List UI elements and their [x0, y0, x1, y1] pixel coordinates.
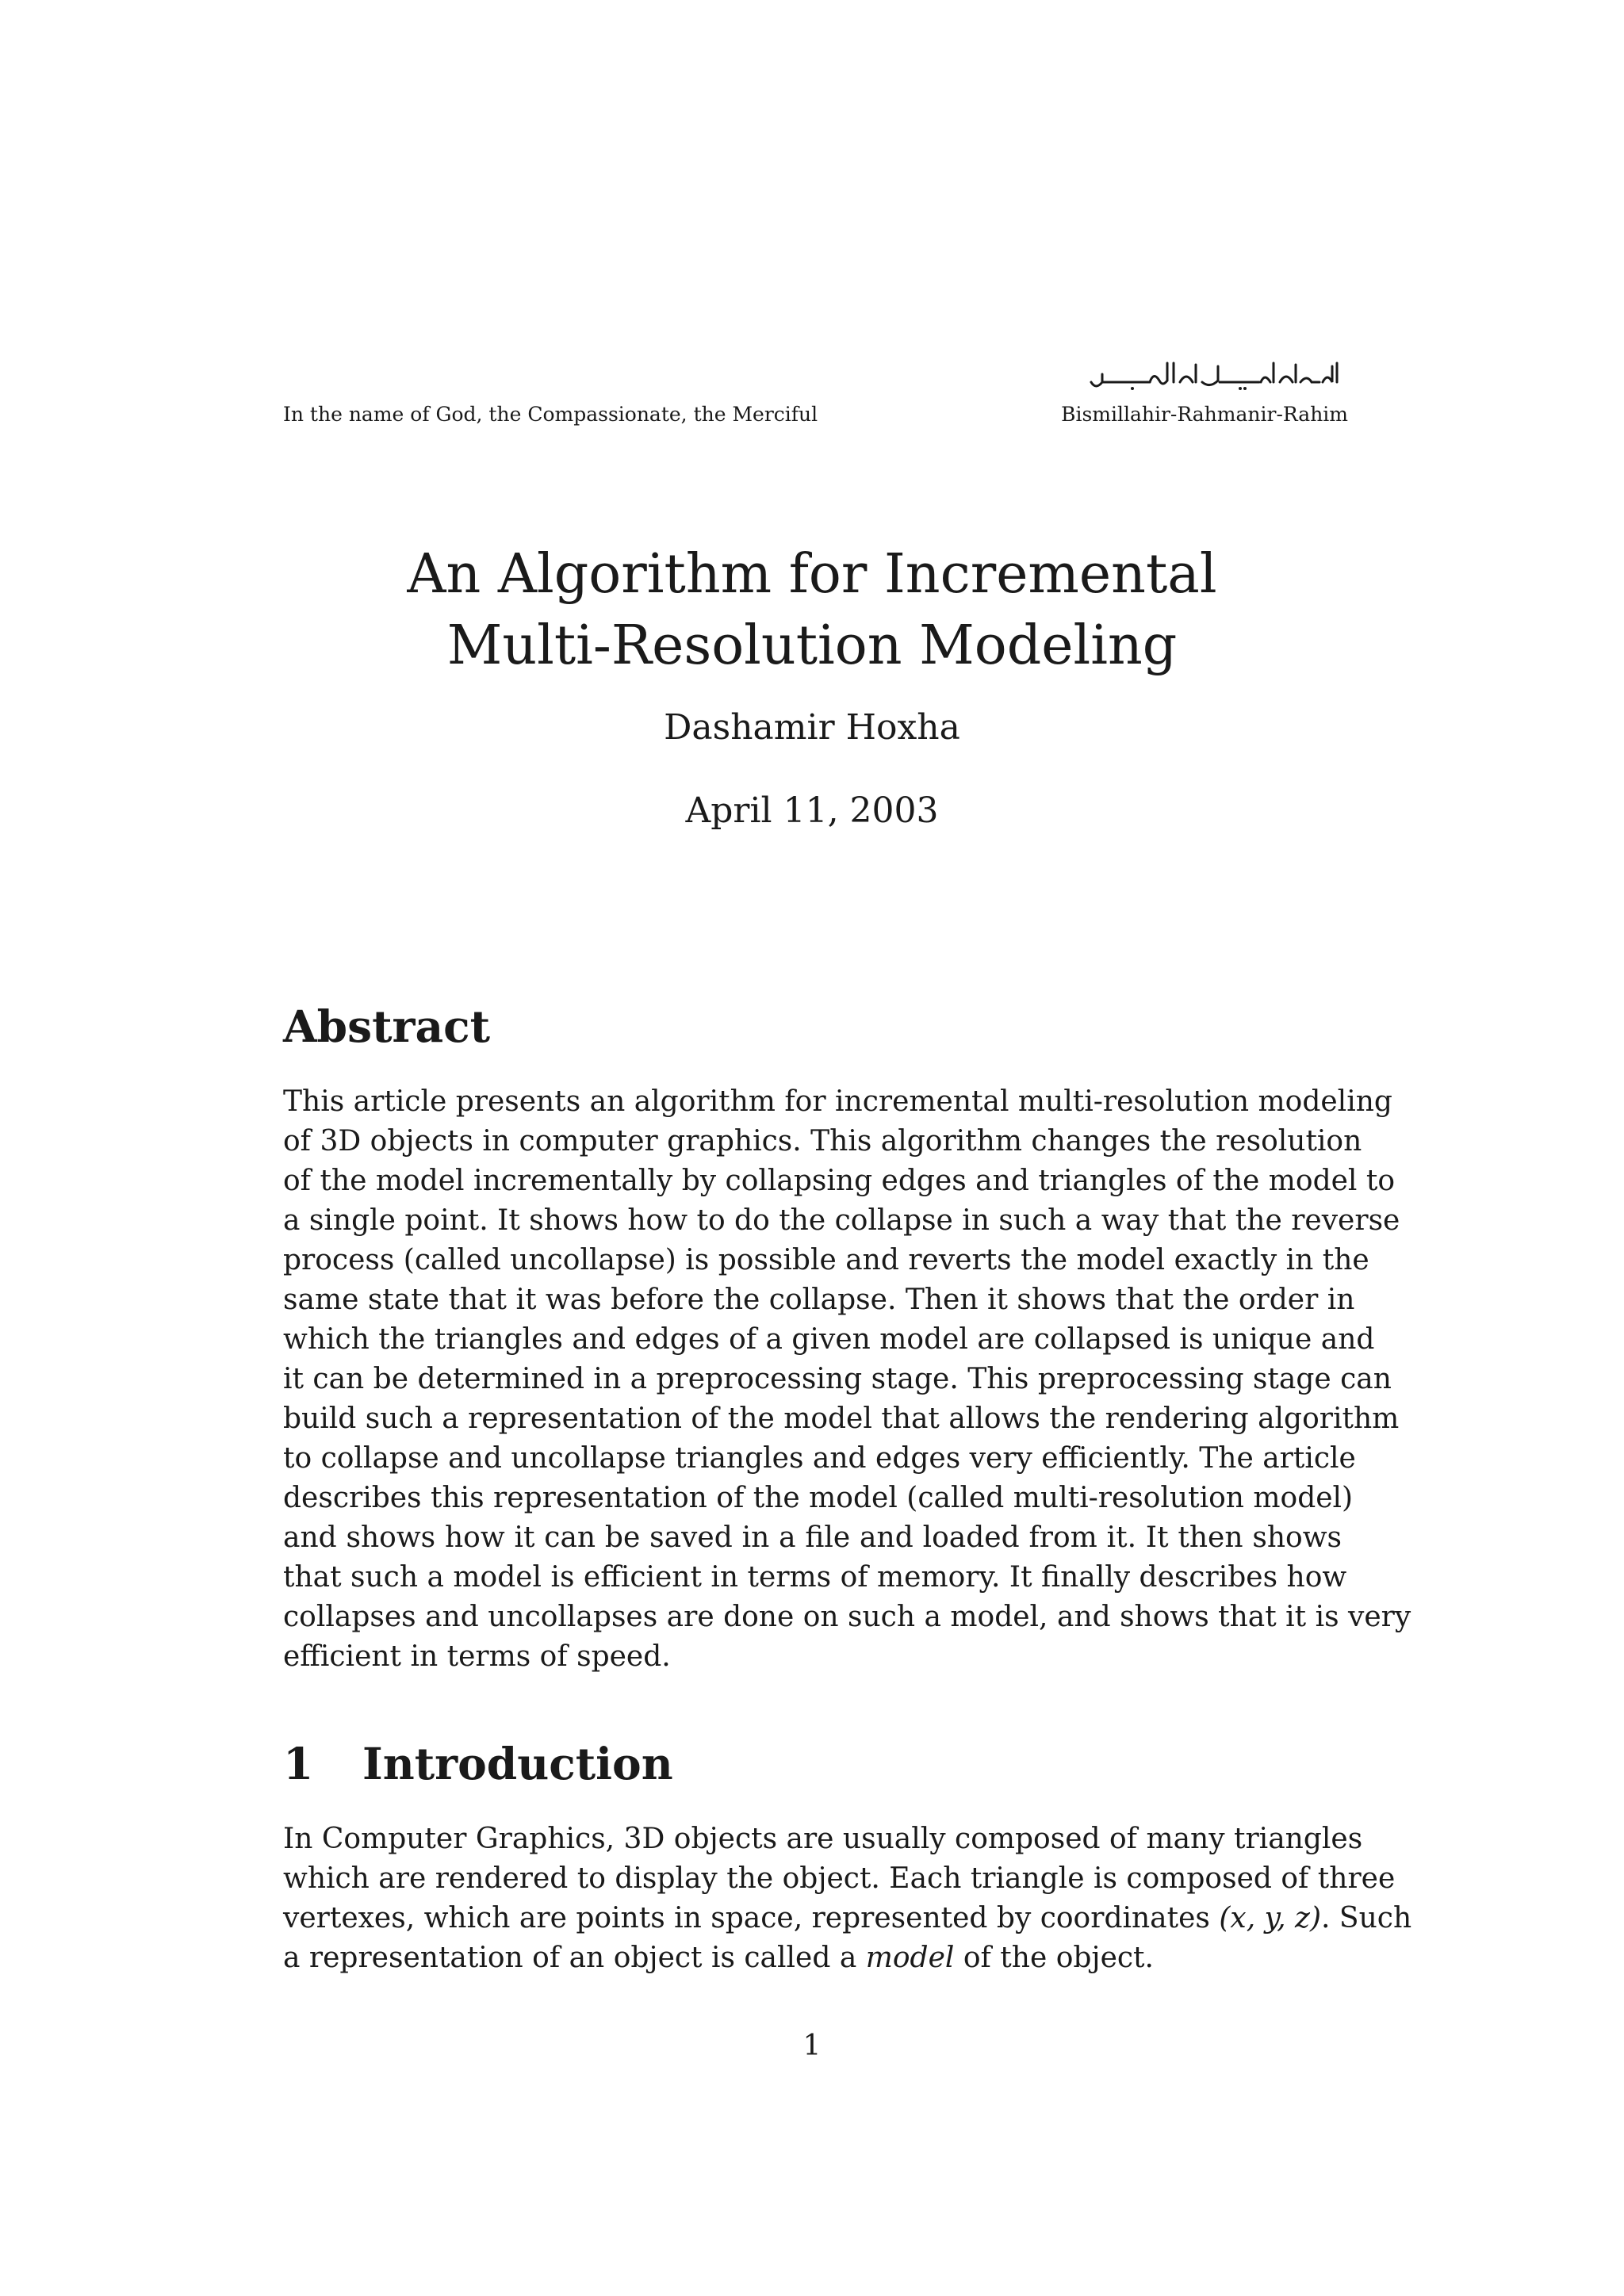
intro-line: [283, 1899, 1412, 1938]
abstract-line: of the model incrementally by collapsing edges and triangles of the model to: [283, 1165, 1396, 1197]
intro-line: which are rendered to display the object. Each triangle is composed of three: [283, 1862, 1396, 1895]
abstract-line: describes this representation of the model (called multi-resolution model): [283, 1482, 1354, 1514]
abstract-line: and shows how it can be saved in a file and loaded from it. It then shows: [283, 1521, 1342, 1554]
introduction-body: [283, 1820, 1412, 1978]
introduction-heading: [283, 1736, 673, 1792]
section-title: Introduction: [362, 1738, 673, 1789]
header-left-text: In the name of God, the Compassionate, the Merciful: [283, 403, 818, 426]
abstract-line: to collapse and uncollapse triangles and edges very efficiently. The article: [283, 1442, 1356, 1475]
abstract-line: same state that it was before the collapse. Then it shows that the order in: [283, 1284, 1355, 1316]
section-number: 1: [283, 1738, 314, 1789]
paper-title: [0, 539, 1624, 682]
bismillah-calligraphy-logo: [1085, 358, 1346, 393]
abstract-line: efficient in terms of speed.: [283, 1640, 671, 1673]
page-number: 1: [802, 2030, 822, 2062]
author-name: Dashamir Hoxha: [664, 707, 960, 748]
intro-text-run: a representation of an object is called a: [283, 1942, 866, 1974]
abstract-line: of 3D objects in computer graphics. This algorithm changes the resolution: [283, 1125, 1362, 1158]
abstract-heading: Abstract: [283, 1001, 491, 1052]
intro-text-run: of the object.: [954, 1942, 1154, 1974]
header-right-text: Bismillahir-Rahmanir-Rahim: [1061, 403, 1348, 426]
abstract-line: build such a representation of the model that allows the rendering algorithm: [283, 1402, 1400, 1435]
intro-line: In Computer Graphics, 3D objects are usually composed of many triangles: [283, 1823, 1363, 1855]
abstract-line: process (called uncollapse) is possible and reverts the model exactly in the: [283, 1244, 1369, 1276]
intro-text-run: vertexes, which are points in space, represented by coordinates: [283, 1902, 1220, 1934]
publication-date: April 11, 2003: [685, 790, 939, 831]
abstract-line: collapses and uncollapses are done on such a model, and shows that it is very: [283, 1601, 1411, 1633]
emphasized-term: model: [865, 1942, 955, 1974]
coordinates-math: (x, y, z): [1219, 1902, 1322, 1934]
abstract-line: a single point. It shows how to do the collapse in such a way that the reverse: [283, 1204, 1400, 1237]
intro-text-run: . Such: [1321, 1902, 1412, 1934]
title-line-1: An Algorithm for Incremental: [407, 543, 1217, 606]
intro-line: [283, 1938, 1342, 1978]
abstract-line: This article presents an algorithm for incremental multi-resolution modeling: [283, 1085, 1392, 1118]
title-line-2: Multi-Resolution Modeling: [446, 614, 1178, 677]
abstract-body: [283, 1082, 1411, 1677]
abstract-line: which the triangles and edges of a given model are collapsed is unique and: [283, 1323, 1375, 1356]
abstract-line: it can be determined in a preprocessing stage. This preprocessing stage can: [283, 1363, 1392, 1395]
abstract-line: that such a model is efficient in terms of memory. It finally describes how: [283, 1561, 1347, 1594]
